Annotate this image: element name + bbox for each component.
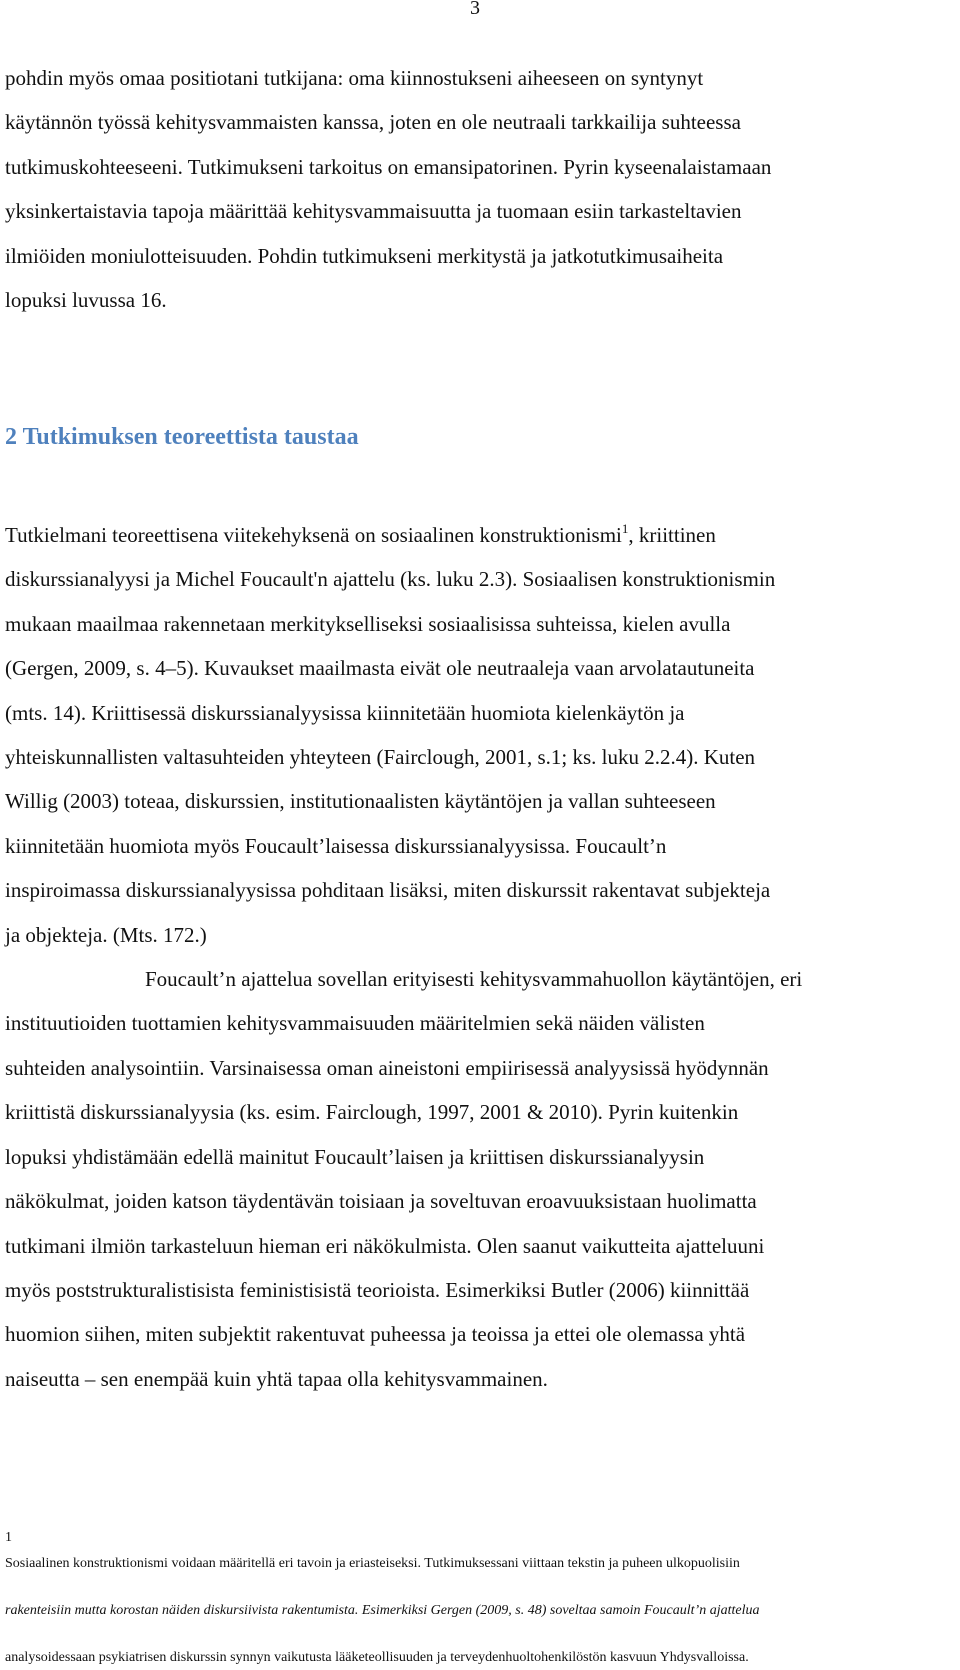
- paragraph-line: kriittistä diskurssianalyysia (ks. esim. Fairclough, 1997, 2001 & 2010). Pyrin kuitenkin: [5, 1100, 739, 1125]
- line-text: , kriittinen: [628, 523, 716, 547]
- paragraph-line: Willig (2003) toteaa, diskurssien, institutionaalisten käytäntöjen ja vallan suhteeseen: [5, 789, 716, 814]
- footnote-line: analysoidessaan psykiatrisen diskurssin synnyn vaikutusta lääketeollisuuden ja terveydenhuoltohenkilöstön kasvuun Yhdysvalloissa.: [5, 1650, 749, 1665]
- paragraph-line: Foucault’n ajattelua sovellan erityisesti kehitysvammahuollon käytäntöjen, eri: [145, 967, 803, 992]
- theory-paragraph: [5, 507, 950, 1401]
- paragraph-line: lopuksi luvussa 16.: [5, 288, 167, 313]
- paragraph-line: tutkimani ilmiön tarkasteluun hieman eri näkökulmista. Olen saanut vaikutteita ajatteluuni: [5, 1233, 765, 1258]
- paragraph-line: mukaan maailmaa rakennetaan merkitykselliseksi sosiaalisissa suhteissa, kielen avulla: [5, 611, 731, 636]
- paragraph-line: (mts. 14). Kriittisessä diskurssianalyysissa kiinnitetään huomiota kielenkäytön ja: [5, 700, 685, 725]
- paragraph-line: yhteiskunnallisten valtasuhteiden yhteyteen (Fairclough, 2001, s.1; ks. luku 2.2.4). Kuten: [5, 745, 756, 770]
- paragraph-line: tutkimuskohteeseeni. Tutkimukseni tarkoitus on emansipatorinen. Pyrin kyseenalaistamaan: [5, 154, 772, 179]
- paragraph-line: näkökulmat, joiden katson täydentävän toisiaan ja soveltuvan eroavuuksistaan huolimatta: [5, 1189, 757, 1214]
- line-text: Tutkielmani teoreettisena viitekehyksenä on sosiaalinen konstruktionismi: [5, 523, 622, 547]
- paragraph-line: [5, 507, 950, 557]
- paragraph-line: pohdin myös omaa positiotani tutkijana: oma kiinnostukseni aiheeseen on syntynyt: [5, 66, 704, 90]
- paragraph-line: instituutioiden tuottamien kehitysvammaisuuden määritelmien sekä näiden välisten: [5, 1011, 705, 1036]
- section-heading: 2 Tutkimuksen teoreettista taustaa: [5, 424, 359, 450]
- footnote-line: rakenteisiin mutta korostan näiden diskursiivista rakentumista. Esimerkiksi Gergen (2009, s. 48) soveltaa samoin Foucault’n ajattelua: [5, 1603, 760, 1618]
- paragraph-line: lopuksi yhdistämään edellä mainitut Foucault’laisen ja kriittisen diskurssianalyysin: [5, 1144, 705, 1169]
- paragraph-line: suhteiden analysointiin. Varsinaisessa oman aineistoni empiirisessä analyysissä hyödynnän: [5, 1055, 769, 1080]
- page-number: 3: [470, 0, 480, 19]
- footnote-reference[interactable]: 1: [621, 521, 629, 536]
- paragraph-line: inspiroimassa diskurssianalyysissa pohditaan lisäksi, miten diskurssit rakentavat subjekteja: [5, 878, 771, 903]
- paragraph-line: myös poststrukturalistisista feministisistä teorioista. Esimerkiksi Butler (2006) kiinnittää: [5, 1277, 750, 1302]
- intro-paragraph: [5, 56, 950, 322]
- paragraph-line: käytännön työssä kehitysvammaisten kanssa, joten en ole neutraali tarkkailija suhteessa: [5, 110, 741, 135]
- paragraph-line: ilmiöiden moniulotteisuuden. Pohdin tutkimukseni merkitystä ja jatkotutkimusaiheita: [5, 243, 724, 268]
- paragraph-line: yksinkertaistavia tapoja määrittää kehitysvammaisuutta ja tuomaan esiin tarkasteltavien: [5, 199, 742, 224]
- footnote-line: Sosiaalinen konstruktionismi voidaan määritellä eri tavoin ja eriasteiseksi. Tutkimuksessani viittaan tekstin ja puheen ulkopuolisiin: [5, 1556, 740, 1571]
- paragraph-line: (Gergen, 2009, s. 4–5). Kuvaukset maailmasta eivät ole neutraaleja vaan arvolatautuneita: [5, 656, 755, 681]
- footnote-number: 1: [5, 1530, 12, 1545]
- paragraph-line: kiinnitetään huomiota myös Foucault’laisessa diskurssianalyysissa. Foucault’n: [5, 833, 667, 858]
- paragraph-line: ja objekteja. (Mts. 172.): [5, 922, 207, 947]
- paragraph-line: diskurssianalyysi ja Michel Foucault'n ajattelu (ks. luku 2.3). Sosiaalisen konstruktionismin: [5, 567, 776, 592]
- paragraph-line: naiseutta – sen enempää kuin yhtä tapaa olla kehitysvammainen.: [5, 1366, 548, 1391]
- paragraph-line: huomion siihen, miten subjektit rakentuvat puheessa ja teoissa ja ettei ole olemassa yhtä: [5, 1322, 746, 1347]
